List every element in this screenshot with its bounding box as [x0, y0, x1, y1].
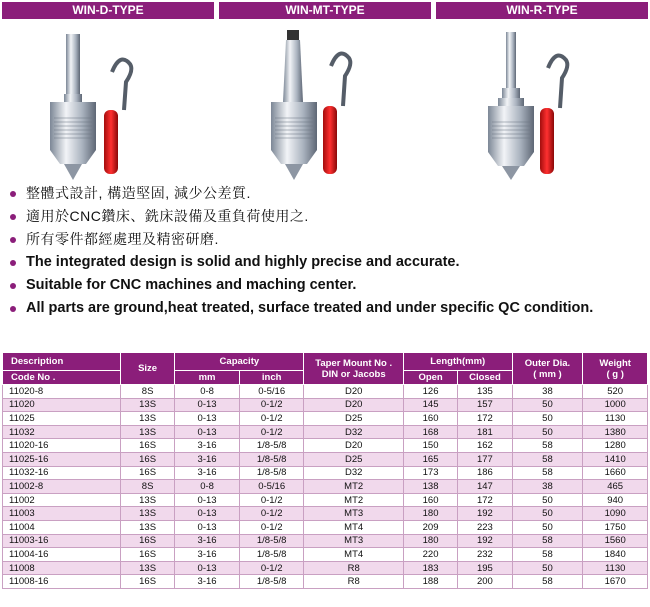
list-item: All parts are ground,heat treated, surface treated and under specific QC condition.	[10, 297, 640, 320]
table-cell: 162	[458, 439, 512, 453]
table-row	[3, 480, 648, 494]
header-taper-mount: Taper Mount No . DIN or Jacobs	[304, 353, 403, 385]
table-cell: 58	[512, 548, 583, 562]
table-row	[3, 439, 648, 453]
table-row	[3, 412, 648, 426]
table-cell: 0-5/16	[239, 480, 304, 494]
table-cell: 11004-16	[3, 548, 121, 562]
table-cell: 8S	[120, 385, 174, 399]
table-cell: 150	[403, 439, 457, 453]
table-cell: 0-13	[175, 425, 240, 439]
table-cell: 1380	[583, 425, 648, 439]
table-cell: 1/8-5/8	[239, 575, 304, 589]
spec-table	[2, 352, 648, 589]
table-cell: 165	[403, 452, 457, 466]
table-cell: 58	[512, 466, 583, 480]
table-cell: 3-16	[175, 439, 240, 453]
table-cell: R8	[304, 575, 403, 589]
table-cell: 172	[458, 493, 512, 507]
table-cell: 0-8	[175, 480, 240, 494]
table-cell: MT3	[304, 534, 403, 548]
table-row	[3, 493, 648, 507]
table-cell: 16S	[120, 534, 174, 548]
type-header-mt: WIN-MT-TYPE	[219, 2, 431, 19]
list-item: 所有零件都經處理及精密研磨.	[10, 228, 640, 251]
table-cell: 58	[512, 575, 583, 589]
table-cell: 16S	[120, 466, 174, 480]
table-cell: 180	[403, 534, 457, 548]
table-row	[3, 520, 648, 534]
table-row	[3, 561, 648, 575]
table-cell: 11008	[3, 561, 121, 575]
header-inch: inch	[239, 371, 304, 385]
header-outer-dia: Outer Dia. ( mm )	[512, 353, 583, 385]
table-cell: D32	[304, 466, 403, 480]
table-cell: 147	[458, 480, 512, 494]
table-cell: 0-13	[175, 493, 240, 507]
table-cell: 3-16	[175, 466, 240, 480]
table-cell: 195	[458, 561, 512, 575]
table-cell: 11025	[3, 412, 121, 426]
table-cell: 138	[403, 480, 457, 494]
table-cell: 3-16	[175, 452, 240, 466]
table-cell: 135	[458, 385, 512, 399]
table-cell: 0-1/2	[239, 507, 304, 521]
table-cell: 0-13	[175, 398, 240, 412]
table-cell: 13S	[120, 520, 174, 534]
table-cell: 11020-8	[3, 385, 121, 399]
table-cell: MT2	[304, 493, 403, 507]
table-cell: 1280	[583, 439, 648, 453]
type-header-d: WIN-D-TYPE	[2, 2, 214, 19]
table-cell: D20	[304, 398, 403, 412]
d-type-drill-chuck-image	[2, 22, 214, 182]
table-cell: 157	[458, 398, 512, 412]
table-cell: 13S	[120, 398, 174, 412]
header-code-no: Code No .	[3, 371, 121, 385]
table-cell: 940	[583, 493, 648, 507]
table-cell: 11003	[3, 507, 121, 521]
mt-type-drill-chuck-image	[219, 22, 431, 182]
table-cell: 38	[512, 480, 583, 494]
table-cell: R8	[304, 561, 403, 575]
table-cell: 145	[403, 398, 457, 412]
table-row	[3, 425, 648, 439]
table-cell: 1130	[583, 561, 648, 575]
header-weight: Weight ( g )	[583, 353, 648, 385]
table-cell: 11020	[3, 398, 121, 412]
table-cell: 13S	[120, 493, 174, 507]
table-cell: 1/8-5/8	[239, 534, 304, 548]
table-cell: 520	[583, 385, 648, 399]
table-cell: 11003-16	[3, 534, 121, 548]
table-cell: 1/8-5/8	[239, 548, 304, 562]
table-cell: 1/8-5/8	[239, 439, 304, 453]
table-cell: 58	[512, 439, 583, 453]
table-cell: 13S	[120, 561, 174, 575]
table-cell: 1000	[583, 398, 648, 412]
table-cell: 188	[403, 575, 457, 589]
table-cell: 192	[458, 507, 512, 521]
table-cell: 192	[458, 534, 512, 548]
table-cell: 1660	[583, 466, 648, 480]
table-cell: 38	[512, 385, 583, 399]
table-cell: 0-1/2	[239, 520, 304, 534]
table-cell: 16S	[120, 439, 174, 453]
table-cell: 0-1/2	[239, 398, 304, 412]
table-cell: 0-1/2	[239, 412, 304, 426]
table-cell: MT4	[304, 520, 403, 534]
table-cell: 50	[512, 493, 583, 507]
table-cell: 1840	[583, 548, 648, 562]
table-cell: D25	[304, 452, 403, 466]
table-cell: 16S	[120, 575, 174, 589]
feature-list	[10, 182, 640, 320]
table-row	[3, 385, 648, 399]
table-cell: 232	[458, 548, 512, 562]
table-cell: 3-16	[175, 548, 240, 562]
table-cell: 50	[512, 412, 583, 426]
table-cell: 50	[512, 507, 583, 521]
table-cell: 0-1/2	[239, 425, 304, 439]
table-cell: 0-13	[175, 412, 240, 426]
table-row	[3, 507, 648, 521]
table-cell: 0-1/2	[239, 561, 304, 575]
table-cell: 50	[512, 425, 583, 439]
table-cell: 11004	[3, 520, 121, 534]
table-cell: 1670	[583, 575, 648, 589]
table-cell: 3-16	[175, 534, 240, 548]
bullet-dot-icon	[10, 214, 16, 220]
table-cell: 200	[458, 575, 512, 589]
table-cell: 223	[458, 520, 512, 534]
r-type-drill-chuck-image	[436, 22, 648, 182]
type-header-r: WIN-R-TYPE	[436, 2, 648, 19]
table-cell: 168	[403, 425, 457, 439]
header-open: Open	[403, 371, 457, 385]
table-cell: 0-13	[175, 520, 240, 534]
table-cell: D20	[304, 385, 403, 399]
table-cell: MT4	[304, 548, 403, 562]
table-row	[3, 575, 648, 589]
table-cell: 11008-16	[3, 575, 121, 589]
table-cell: 465	[583, 480, 648, 494]
header-description: Description	[3, 353, 121, 371]
table-cell: 13S	[120, 507, 174, 521]
table-cell: 220	[403, 548, 457, 562]
header-length: Length(mm)	[403, 353, 512, 371]
table-row	[3, 466, 648, 480]
table-cell: 11032	[3, 425, 121, 439]
table-cell: 8S	[120, 480, 174, 494]
table-cell: 50	[512, 561, 583, 575]
table-cell: 0-1/2	[239, 493, 304, 507]
bullet-dot-icon	[10, 237, 16, 243]
table-cell: 50	[512, 398, 583, 412]
table-cell: 0-5/16	[239, 385, 304, 399]
table-cell: 58	[512, 534, 583, 548]
table-cell: 1/8-5/8	[239, 452, 304, 466]
table-cell: 50	[512, 520, 583, 534]
table-row	[3, 398, 648, 412]
bullet-dot-icon	[10, 191, 16, 197]
table-cell: 16S	[120, 548, 174, 562]
table-cell: MT2	[304, 480, 403, 494]
list-item: 適用於CNC鑽床、銑床設備及重負荷使用之.	[10, 205, 640, 228]
table-cell: 11032-16	[3, 466, 121, 480]
list-item: 整體式設計, 構造堅固, 減少公差質.	[10, 182, 640, 205]
table-row	[3, 534, 648, 548]
table-cell: 0-13	[175, 507, 240, 521]
table-cell: D25	[304, 412, 403, 426]
table-cell: 13S	[120, 425, 174, 439]
table-cell: 160	[403, 412, 457, 426]
table-cell: 172	[458, 412, 512, 426]
header-mm: mm	[175, 371, 240, 385]
table-cell: 11002	[3, 493, 121, 507]
table-cell: 0-13	[175, 561, 240, 575]
table-cell: 1130	[583, 412, 648, 426]
header-size: Size	[120, 353, 174, 385]
bullet-dot-icon	[10, 283, 16, 289]
table-cell: 173	[403, 466, 457, 480]
table-cell: 180	[403, 507, 457, 521]
table-cell: 1560	[583, 534, 648, 548]
table-cell: 3-16	[175, 575, 240, 589]
table-cell: 186	[458, 466, 512, 480]
table-cell: 209	[403, 520, 457, 534]
table-cell: 1750	[583, 520, 648, 534]
table-cell: 160	[403, 493, 457, 507]
bullet-dot-icon	[10, 306, 16, 312]
table-row	[3, 548, 648, 562]
table-cell: 181	[458, 425, 512, 439]
table-cell: D32	[304, 425, 403, 439]
table-cell: 126	[403, 385, 457, 399]
header-capacity: Capacity	[175, 353, 304, 371]
table-cell: D20	[304, 439, 403, 453]
table-cell: 1090	[583, 507, 648, 521]
table-cell: 11020-16	[3, 439, 121, 453]
table-cell: 183	[403, 561, 457, 575]
table-cell: 177	[458, 452, 512, 466]
list-item: The integrated design is solid and highly precise and accurate.	[10, 251, 640, 274]
list-item: Suitable for CNC machines and maching center.	[10, 274, 640, 297]
table-cell: 1410	[583, 452, 648, 466]
table-cell: 11025-16	[3, 452, 121, 466]
header-closed: Closed	[458, 371, 512, 385]
table-cell: 11002-8	[3, 480, 121, 494]
table-cell: 58	[512, 452, 583, 466]
table-cell: 0-8	[175, 385, 240, 399]
table-cell: 1/8-5/8	[239, 466, 304, 480]
table-cell: 13S	[120, 412, 174, 426]
table-row	[3, 452, 648, 466]
bullet-dot-icon	[10, 260, 16, 266]
table-cell: 16S	[120, 452, 174, 466]
table-cell: MT3	[304, 507, 403, 521]
